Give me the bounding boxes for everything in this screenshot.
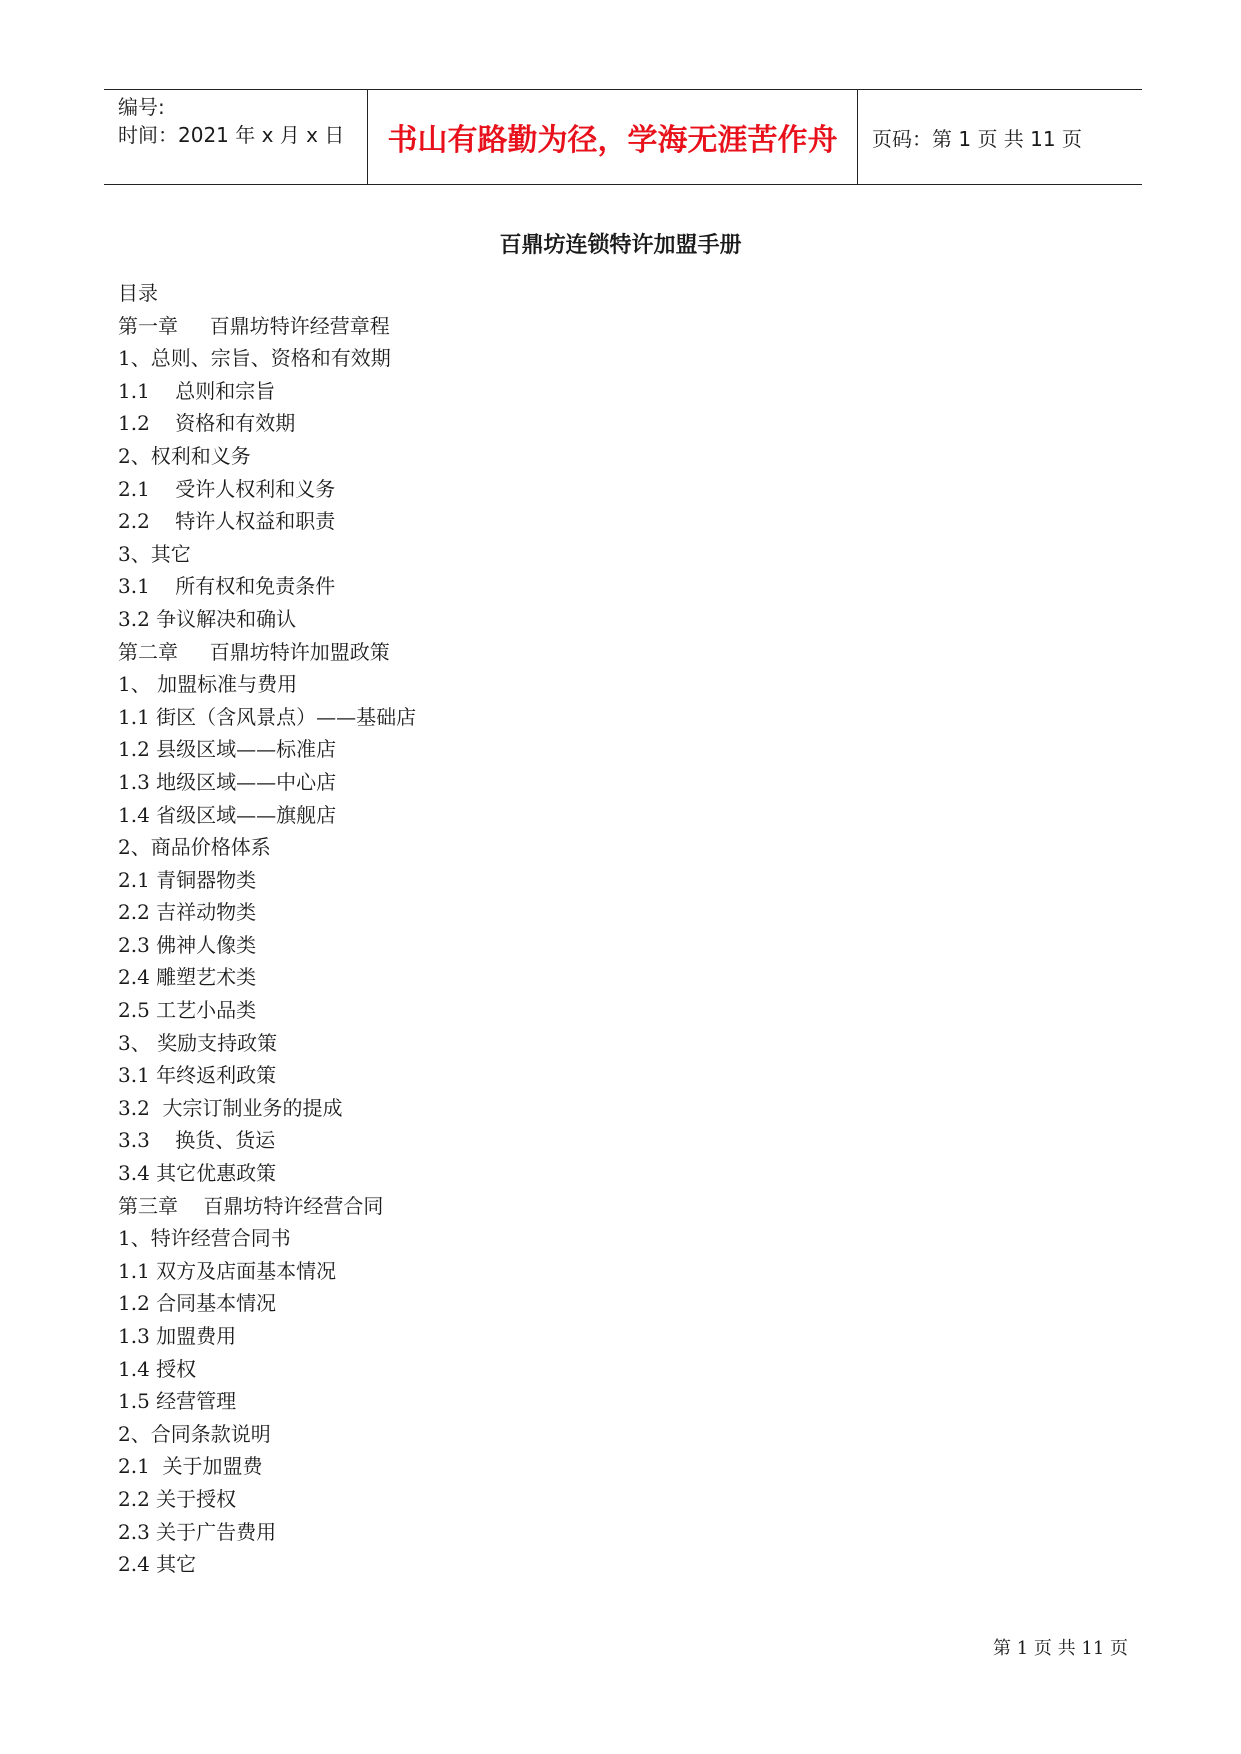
header-table (104, 89, 1142, 185)
toc-entry: 3.4 其它优惠政策 (118, 1161, 277, 1186)
toc-entry: 1.3 加盟费用 (118, 1324, 237, 1348)
toc-entry: 2.1 青铜器物类 (118, 867, 257, 892)
toc-entry: 1.4 省级区域——旗舰店 (118, 802, 337, 827)
toc-entry: 1.1 街区（含风景点）——基础店 (118, 704, 417, 729)
toc-entry: 1、特许经营合同书 (118, 1226, 291, 1251)
toc-entry: 3.2 争议解决和确认 (118, 606, 297, 631)
document-number-label: 编号: (118, 95, 165, 119)
toc-entry: 1.1 双方及店面基本情况 (118, 1258, 337, 1283)
toc-entry: 2.1 受许人权利和义务 (118, 476, 336, 501)
document-title: 百鼎坊连锁特许加盟手册 (499, 233, 742, 258)
toc-entry: 2.2 关于授权 (118, 1486, 237, 1511)
toc-entry: 2.5 工艺小品类 (118, 998, 257, 1023)
toc-entry: 2.3 关于广告费用 (118, 1519, 277, 1544)
table-of-contents (118, 277, 416, 1581)
header-left-cell (104, 90, 368, 184)
document-time-label: 时间：2021 年 x 月 x 日 (118, 123, 345, 147)
toc-entry: 第二章 百鼎坊特许加盟政策 (118, 639, 390, 664)
toc-entry: 3.1 年终返利政策 (118, 1063, 277, 1088)
toc-entry: 2、商品价格体系 (118, 835, 271, 860)
toc-entry: 2.4 其它 (118, 1552, 197, 1577)
toc-entry: 1.2 合同基本情况 (118, 1291, 277, 1316)
toc-entry: 1.4 授权 (118, 1356, 197, 1381)
toc-entry: 2.2 特许人权益和职责 (118, 509, 336, 534)
toc-heading: 目录 (118, 281, 158, 305)
toc-entry: 1.5 经营管理 (118, 1389, 237, 1414)
toc-entry: 3.2 大宗订制业务的提成 (118, 1095, 343, 1120)
toc-entry: 3、 奖励支持政策 (118, 1030, 278, 1055)
toc-entry: 3.3 换货、货运 (118, 1128, 276, 1153)
toc-entry: 2.3 佛神人像类 (118, 932, 257, 957)
toc-entry: 1、 加盟标准与费用 (118, 672, 298, 697)
toc-entry: 1.3 地级区域——中心店 (118, 769, 337, 794)
header-motto: 书山有路勤为径，学海无涯苦作舟 (368, 90, 858, 184)
toc-entry: 1.2 资格和有效期 (118, 411, 296, 436)
toc-entry: 3、其它 (118, 541, 191, 566)
toc-entry: 2、权利和义务 (118, 443, 251, 468)
toc-entry: 2.2 吉祥动物类 (118, 900, 257, 925)
toc-entry: 第三章 百鼎坊特许经营合同 (118, 1193, 384, 1218)
toc-entry: 3.1 所有权和免责条件 (118, 574, 336, 599)
header-page-label: 页码：第 1 页 共 11 页 (872, 126, 1082, 151)
page-footer: 第 1 页 共 11 页 (993, 1638, 1128, 1659)
toc-entry: 2.4 雕塑艺术类 (118, 965, 257, 990)
toc-entry: 1、总则、宗旨、资格和有效期 (118, 346, 391, 371)
toc-entry: 1.2 县级区域——标准店 (118, 737, 337, 762)
toc-entry: 2.1 关于加盟费 (118, 1454, 263, 1479)
toc-entry: 第一章 百鼎坊特许经营章程 (118, 313, 390, 338)
toc-entry: 1.1 总则和宗旨 (118, 378, 276, 403)
toc-entry: 2、合同条款说明 (118, 1421, 271, 1446)
